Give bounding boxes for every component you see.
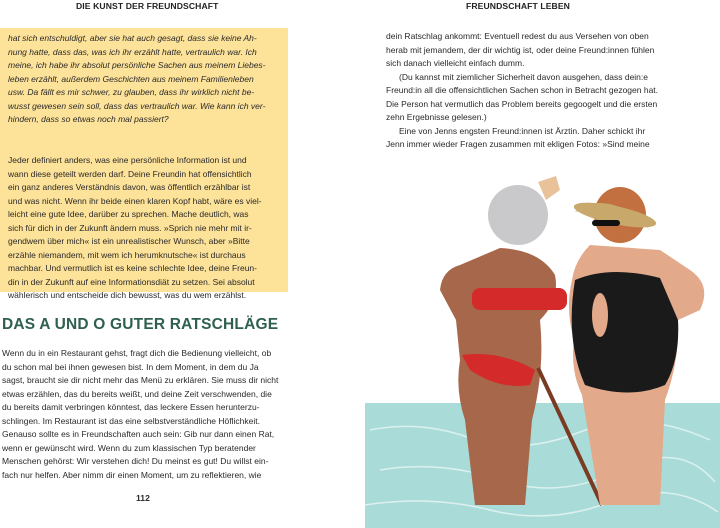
- text-line: Menschen gehörst: Wir verstehen dich! Du meinst es gut! Du willst ein-: [2, 456, 269, 466]
- text-line: sagst, braucht sie dir nicht mehr das Menü zu erklären. Sie muss dir nicht: [2, 375, 279, 385]
- text-line: leben erzählt, außerdem Geschichten aus meinem Familienleben: [8, 73, 254, 84]
- text-line: din in der Zukunft auf eine Informationsdiät zu setzen. Sei absolut: [8, 276, 255, 287]
- text-line: Eine von Jenns engsten Freund:innen ist Ärztin. Daher schickt ihr: [399, 125, 646, 136]
- text-line: etwas erzählen, das du bereits weißt, und deine Zeit verschwenden, die: [2, 388, 272, 399]
- text-line: (Du kannst mit ziemlicher Sicherheit davon ausgehen, dass dein:e: [399, 71, 648, 82]
- bikini-top: [472, 288, 567, 310]
- text-line: Wenn du in ein Restaurant gehst, fragt dich die Bedienung vielleicht, ob: [2, 348, 272, 358]
- text-line: dein Ratschlag ankommt: Eventuell redest du aus Versehen von oben: [386, 31, 649, 41]
- text-line: Jenn immer wieder Fragen zusammen mit ekligen Fotos: »Sind meine: [386, 139, 650, 149]
- text-line: usw. Da fällt es mir schwer, zu glauben, dass ihr wirklich nicht be-: [8, 87, 255, 97]
- text-line: wählerisch und entscheide dich bewusst, was du wem erzählst.: [8, 290, 247, 300]
- text-line: zehn Ergebnisse gelesen.): [386, 112, 487, 122]
- box-question: [8, 32, 266, 127]
- running-head-right: FREUNDSCHAFT LEBEN: [466, 1, 570, 11]
- text-line: Genauso sollte es in Freundschaften auch sein: Gib nur dann einen Rat,: [2, 429, 275, 439]
- text-line: fach nur helfen. Aber nimm dir einen Moment, um zu reflektieren, wie: [2, 469, 262, 480]
- water: [365, 403, 720, 528]
- text-line: du bereits damit verbringen könntest, das leckere Essen herunterzu-: [2, 402, 260, 412]
- section-heading: DAS A UND O GUTER RATSCHLÄGE: [2, 316, 279, 333]
- text-line: wenn er gewünscht wird. Wenn du zum klassischen Typ beratender: [2, 442, 256, 453]
- text-line: herab mit jemandem, der dir wichtig ist, oder deine Freund:innen fühlen: [386, 44, 655, 55]
- text-line: meine, ich habe ihr absolut persönliche Sachen aus meinem Liebes-: [8, 60, 266, 70]
- page-number: 112: [136, 493, 150, 503]
- text-line: wann diese geteilt werden darf. Deine Freundin hat offensichtlich: [8, 168, 252, 179]
- text-line: Die Person hat vermutlich das Problem bereits gegoogelt und die ersten: [386, 98, 658, 109]
- black-swimsuit: [572, 272, 679, 393]
- text-line: du schon mal bei ihnen gewesen bist. In dem Moment, in dem du Ja: [2, 361, 259, 372]
- text-line: schlingen. Im Restaurant ist das eine selbstverständliche Höflichkeit.: [2, 415, 260, 426]
- text-line: und was nicht. Wenn ihr beide einen klaren Kopf habt, wäre es viel-: [8, 195, 262, 206]
- text-line: hat sich entschuldigt, aber sie hat auch gesagt, dass sie keine Ah-: [8, 33, 257, 43]
- text-line: Freund:in all die offensichtlichen Sachen schon in Betracht gezogen hat.: [386, 85, 659, 95]
- grey-curly-hair: [488, 185, 548, 245]
- text-line: sich danach vielleicht einfach dumm.: [386, 58, 525, 68]
- running-head-left: DIE KUNST DER FREUNDSCHAFT: [76, 1, 219, 11]
- illustration-two-women-in-water: [360, 170, 720, 528]
- text-line: ein ganz anderes Verständnis davon, was öffentlich erzählbar ist: [8, 182, 251, 192]
- text-line: erzähle niemandem, mit wem ich herumknutsche« ist durchaus: [8, 249, 246, 260]
- text-line: sich für dich in der Zukunft ändern muss. »Sprich nie mehr mit ir-: [8, 222, 252, 233]
- box-answer: [8, 154, 262, 303]
- text-line: nung hatte, dass das, was ich ihr erzählt hatte, vertraulich war. Ich: [8, 46, 257, 57]
- text-line: hindern, dass so etwas noch mal passiert?: [8, 114, 169, 124]
- text-line: gendwem über mich« ist ein unrealistischer Wunsch, aber »Bitte: [8, 236, 250, 246]
- text-line: machbar. Und vermutlich ist es keine schlechte Idee, deine Freun-: [8, 263, 257, 273]
- body-text-left: [2, 347, 278, 482]
- text-line: Jeder definiert anders, was eine persönliche Information ist und: [8, 155, 247, 165]
- text-line: leicht eine gute Idee, darüber zu sprechen. Mache deutlich, was: [8, 209, 249, 219]
- sunglasses: [592, 220, 620, 226]
- text-line: wusst gewesen sein soll, dass das vertraulich war. Wie kann ich ver-: [8, 100, 266, 111]
- body-text-right: [386, 30, 658, 152]
